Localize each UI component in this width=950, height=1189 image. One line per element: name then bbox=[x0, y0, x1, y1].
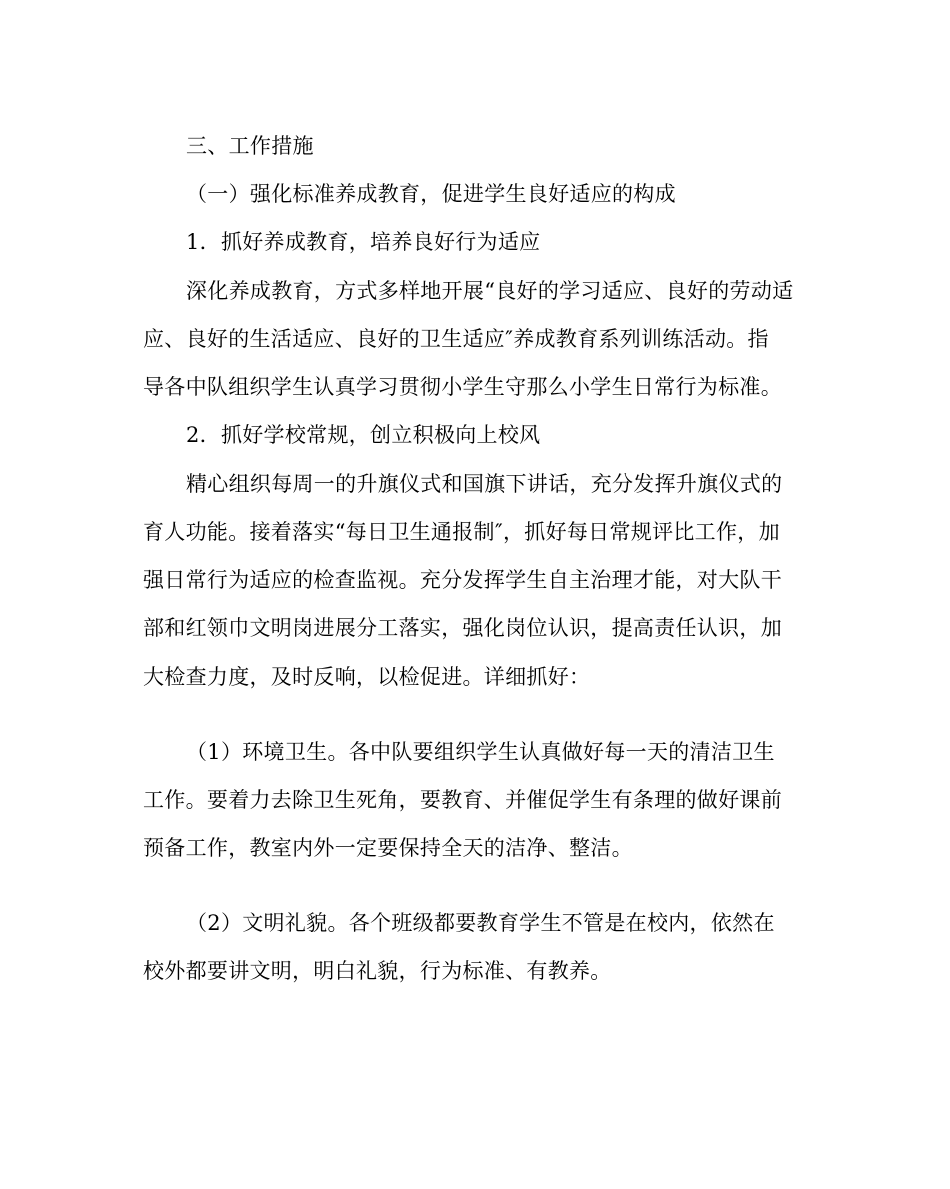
section-heading: 三、工作措施 bbox=[186, 134, 314, 158]
paragraph-line: 应、良好的生活适应、良好的卫生适应″养成教育系列训练活动。指 bbox=[143, 327, 769, 351]
paragraph-line: 深化养成教育，方式多样地开展“良好的学习适应、良好的劳动适 bbox=[186, 279, 794, 303]
paragraph-line: 强日常行为适应的检查监视。充分发挥学生自主治理才能，对大队干 bbox=[143, 568, 782, 592]
paragraph-line: 精心组织每周一的升旗仪式和国旗下讲话，充分发挥升旗仪式的 bbox=[186, 472, 783, 496]
paragraph-line: 育人功能。接着落实“每日卫生通报制″，抓好每日常规评比工作，加 bbox=[143, 520, 780, 544]
sub-item-1-line: （1）环境卫生。各中队要组织学生认真做好每一天的清洁卫生 bbox=[186, 740, 775, 764]
subsection-heading: （一）强化标准养成教育，促进学生良好适应的构成 bbox=[186, 182, 676, 206]
sub-item-1-line: 预备工作，教室内外一定要保持全天的洁净、整洁。 bbox=[143, 836, 633, 860]
sub-item-2-line: （2）文明礼貌。各个班级都要教育学生不管是在校内，依然在 bbox=[186, 911, 775, 935]
sub-item-2-line: 校外都要讲文明，明白礼貌，行为标准、有教养。 bbox=[143, 959, 612, 983]
item-2-title: 2．抓好学校常规，创立积极向上校风 bbox=[186, 423, 541, 447]
item-1-title: 1．抓好养成教育，培养良好行为适应 bbox=[186, 230, 541, 254]
sub-item-1-line: 工作。要着力去除卫生死角，要教育、并催促学生有条理的做好课前 bbox=[143, 788, 782, 812]
paragraph-line: 部和红领巾文明岗进展分工落实，强化岗位认识，提高责任认识，加 bbox=[143, 616, 782, 640]
paragraph-line: 导各中队组织学生认真学习贯彻小学生守那么小学生日常行为标准。 bbox=[143, 375, 782, 399]
paragraph-line: 大检查力度，及时反响，以检促进。详细抓好： bbox=[143, 665, 591, 689]
